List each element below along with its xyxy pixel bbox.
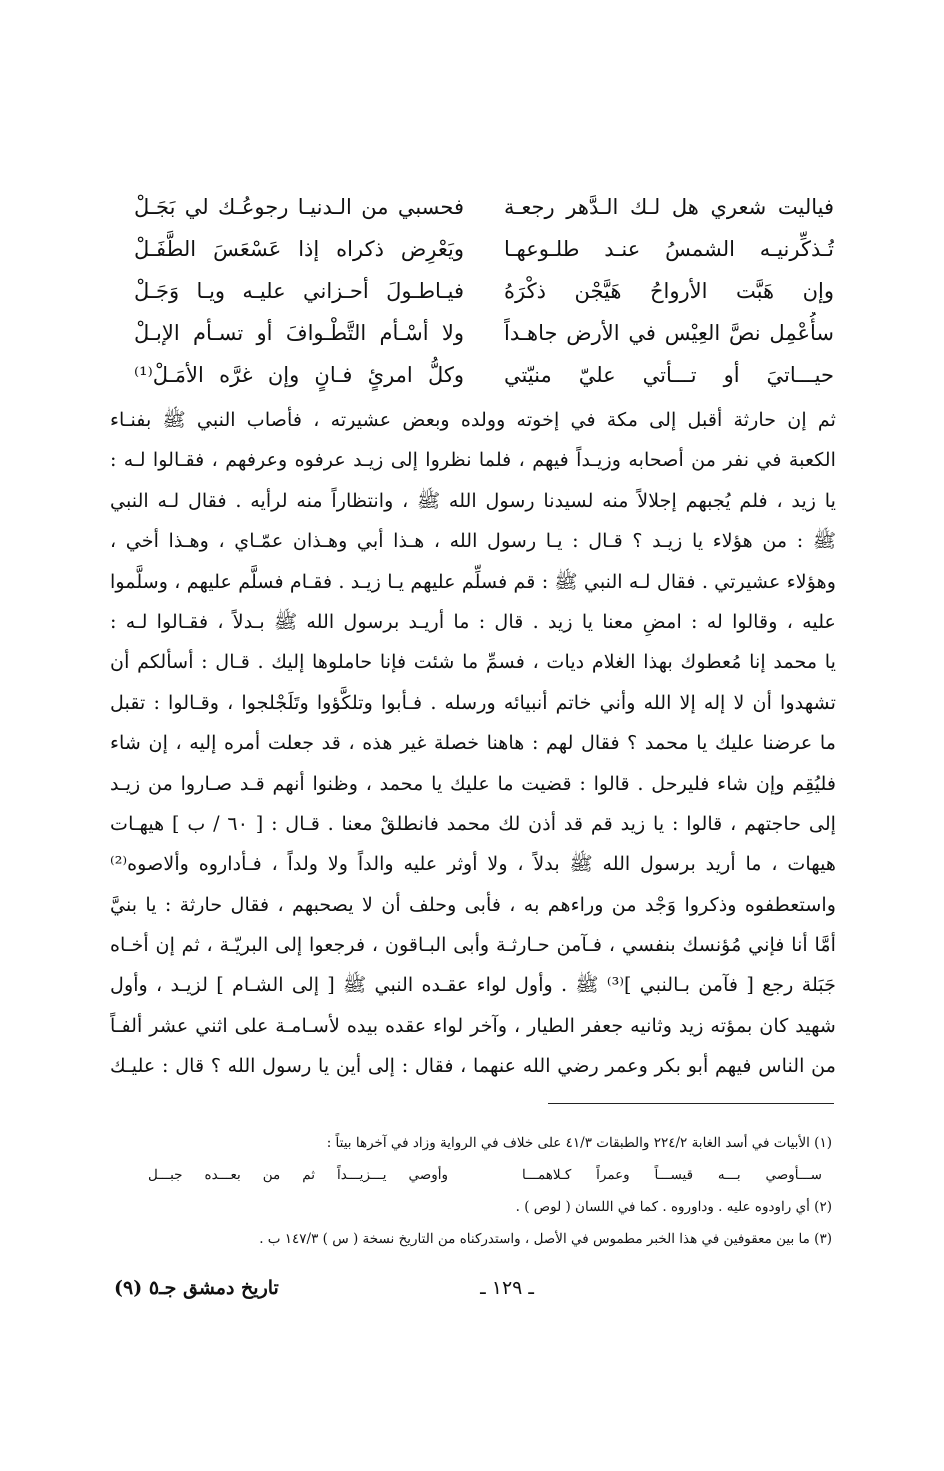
footnote-verse-second-hemistich: وأوصي يـــزيـــداً ثم من بعـــده جبـــل [148, 1167, 448, 1183]
poem-verse [134, 354, 834, 396]
footnote-1: (١) الأبيات في أسد الغابة ٢٢٤/٢ والطبقات ٤١/٣ على خلاف في الرواية وزاد في آخرها بيتاً : [326, 1135, 832, 1151]
footnote-2: (٢) أي راودوه عليه . وداوروه . كما في اللسان ( لوص ) . [515, 1199, 832, 1215]
main-text [110, 400, 836, 1087]
text-line: ﷺ : من هؤلاء يا زيـد ؟ قـال : يـا رسول الله ، هـذا أبي وهـذان عمّـاي ، وهـذا أخي ، [110, 529, 836, 553]
text-line: يا زيد ، فلم يُجبهم إجلالاً منه لسيدنا رسول الله ﷺ ، وانتظاراً منه لرأيه . فقال لـه النبي [110, 488, 836, 512]
verse-second-hemistich: فحسبي من الـدنيـا رجوعُـك لي بَجَـلْ [134, 195, 464, 219]
text-line: إلى حاجتهم ، قالوا : يا زيد قم قد أذن لك محمد فانطلقْ معنا . قـال : [ ٦٠ / ب ] هيهـات [110, 811, 836, 835]
footnote-3: (٣) ما بين معقوفين في هذا الخبر مطموس في الأصل ، واستدركناه من التاريخ نسخة ( س ) ١٤٧/٣ ب . [259, 1231, 832, 1247]
text-line: ما عرضنا عليك يا محمد ؟ فقال لهم : هاهنا خصلة غير هذه ، قد جعلت أمره إليه ، إن شاء [110, 731, 836, 755]
verse-first-hemistich: وإن هَبَّت الأرواحُ هَيَّجْن ذكْرَهُ [504, 279, 834, 303]
text-line: ثم إن حارثة أقبل إلى مكة في إخوته وولده وبعض عشيرته ، فأصاب النبي ﷺ بفنـاء [110, 408, 836, 431]
verse-second-hemistich: فيـاطـولَ أحـزاني عليـه ويـا وَجَـلْ [134, 279, 464, 303]
poem-block [134, 186, 834, 396]
verse-second-hemistich: ولا أسْـأم التَّطْـوافَ أو تسـأم الإبـلْ [134, 321, 464, 345]
verse-first-hemistich: فياليت شعري هل لـك الـدَّهر رجعـة [504, 195, 834, 219]
poem-verse [134, 270, 834, 312]
text-line: وهؤلاء عشيرتي . فقال لـه النبي ﷺ : قم فسلِّم عليهم يـا زيـد . فقـام فسلَّم عليهم ، وسلَّموا [110, 569, 836, 593]
text-line: عليه ، وقالوا له : امضِ معنا يا زيد . قال : ما أريـد برسول الله ﷺ بـدلاً ، فقـالوا لـه : [110, 609, 836, 633]
page-footer [114, 1268, 834, 1308]
book-title: تاريخ دمشق جـ٥ (٩) [114, 1277, 279, 1299]
poem-verse [134, 228, 834, 270]
poem-verse [134, 312, 834, 354]
text-line: أمَّا أنا فإني مُؤنسك بنفسي ، فـآمن حـارثـة وأبى البـاقون ، فرجعوا إلى البريّـة ، ثم إن أخـاه [110, 933, 836, 957]
poem-verse [134, 186, 834, 228]
text-line: من الناس فيهم أبو بكر وعمر رضي الله عنهما ، فقال : إلى أين يا رسول الله ؟ قال : عليـك [110, 1054, 836, 1078]
verse-first-hemistich: تُـذكِّرنيـه الشمسُ عنـد طلـوعهـا [504, 237, 834, 261]
text-line: يا محمد إنا مُعطوك بهذا الغلام ديات ، فسمِّ ما شئت فإنا حاملوها إليك . قـال : أسألكم أن [110, 650, 836, 674]
text-line: الكعبة في نفر من أصحابه وزيـداً فيهم ، فلما نظروا إلى زيـد عرفوه وعرفهم ، فقـالوا لـه : [110, 448, 836, 472]
text-line: واستعطفوه وذكروا وَجْد من وراءهم به ، فأبى وحلف أن لا يصحبهم ، فقال حارثة : يا بنيَّ [110, 892, 836, 916]
verse-first-hemistich: سأُعْمِل نصَّ العِيْس في الأرض جاهـداً [504, 321, 834, 345]
footnote-verse-first-hemistich: ســـأوصي بـــه قيســـاً وعمراً كـلاهمـــا [522, 1167, 822, 1183]
verse-first-hemistich: حيـــاتيَ أو تـــأتي عليّ منيّتي [504, 363, 834, 387]
verse-second-hemistich: وكلُّ امرئٍ فـانٍ وإن غرَّه الأمَـلْ⁽¹⁾ [134, 363, 464, 387]
footnote-separator [548, 1103, 834, 1104]
verse-second-hemistich: ويَعْرِض ذكراه إذا عَسْعَسَ الطَّفَـلْ [134, 237, 464, 261]
text-line: هيهات ، ما أريد برسول الله ﷺ بدلاً ، ولا أوثر عليه والداً ولا ولداً ، فـأداروه وألاصوه⁽²⁾ [110, 852, 836, 876]
footnote-1-verse [108, 1159, 832, 1191]
page-number: ـ ١٢٩ ـ [480, 1277, 534, 1299]
text-line: شهيد كان بمؤته زيد وثانيه جعفر الطيار ، وآخر لواء عقده بيده لأسـامـة على اثني عشر ألفـاً [110, 1013, 836, 1037]
text-line: جَبَلة رجع [ فآمن بـالنبي ]⁽³⁾ ﷺ . وأول لواء عقـده النبي ﷺ [ إلى الشـام ] لزيـد ، وأول [110, 973, 836, 997]
footnotes [108, 1127, 832, 1255]
text-line: تشهدوا أن لا إله إلا الله وأني خاتم أنبيائه ورسله . فـأبوا وتلكَّؤوا وتَلَجْلجوا ، وقـالوا : تقبل [110, 690, 836, 714]
text-line: فليُقِم وإن شاء فليرحل . قالوا : قضيت ما عليك يا محمد ، وظنوا أنهم قـد صـاروا من زيـد [110, 771, 836, 795]
